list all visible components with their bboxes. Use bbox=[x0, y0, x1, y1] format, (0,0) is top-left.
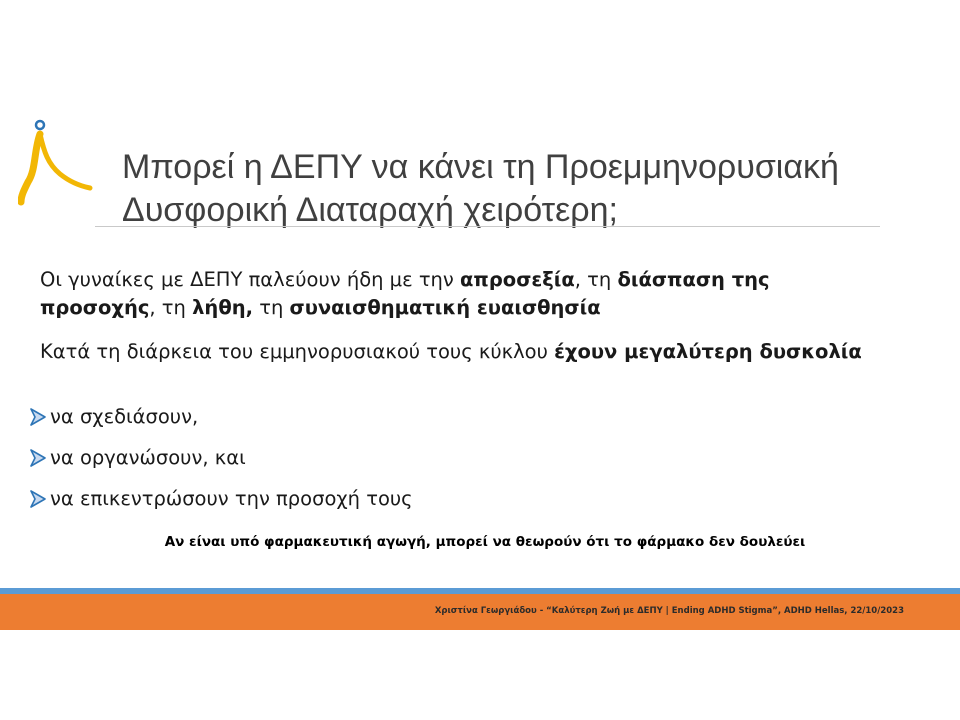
bullet-label: να σχεδιάσουν, bbox=[50, 405, 199, 428]
title-divider bbox=[95, 226, 880, 227]
bullet-label: να οργανώσουν, και bbox=[50, 446, 246, 469]
bullet-label: να επικεντρώσουν την προσοχή τους bbox=[50, 487, 413, 510]
para1-bold-distraction: διάσπαση της προσοχής bbox=[40, 268, 770, 319]
bullet-item bbox=[30, 484, 413, 514]
slide-title-line-1: Μπορεί η ΔΕΠΥ να κάνει τη Προεμμηνορυσιακή bbox=[122, 148, 839, 186]
para1-bold-sensitivity: συναισθηματική ευαισθησία bbox=[289, 296, 601, 319]
slide-title-line-2: Δυσφορική Διαταραχή χειρότερη; bbox=[122, 191, 618, 229]
slide-title bbox=[122, 146, 922, 232]
arrow-bullet-icon bbox=[30, 449, 46, 467]
para2-text-1: Κατά τη διάρκεια του εμμηνορυσιακού τους κύκλου bbox=[40, 340, 555, 363]
para1-text-4: τη bbox=[253, 296, 290, 319]
paragraph-adhd-struggles bbox=[40, 266, 870, 322]
para1-bold-inattention: απροσεξία bbox=[460, 268, 575, 291]
para1-bold-forgetfulness: λήθη, bbox=[192, 296, 254, 319]
footer-citation: Χριστίνα Γεωργιάδου - “Καλύτερη Ζωή με ΔΕΠΥ | Ending ADHD Stigma”, ADHD Hellas, 22/10/2023 bbox=[434, 606, 904, 616]
arrow-bullet-icon bbox=[30, 408, 46, 426]
para2-bold-difficulty: έχουν μεγαλύτερη δυσκολία bbox=[554, 340, 862, 363]
para1-text-2: , τη bbox=[574, 268, 618, 291]
bullet-item bbox=[30, 402, 198, 432]
footer-bar bbox=[0, 594, 960, 630]
para1-text-1: Οι γυναίκες με ΔΕΠΥ παλεύουν ήδη με την bbox=[40, 268, 461, 291]
paragraph-menstrual-cycle bbox=[40, 338, 870, 366]
medication-note: Αν είναι υπό φαρμακευτική αγωγή, μπορεί να θεωρούν ότι το φάρμακο δεν δουλεύει bbox=[164, 534, 806, 550]
para1-text-3: , τη bbox=[149, 296, 193, 319]
arrow-bullet-icon bbox=[30, 490, 46, 508]
ribbon-logo-icon bbox=[18, 118, 96, 208]
bullet-item bbox=[30, 443, 246, 473]
